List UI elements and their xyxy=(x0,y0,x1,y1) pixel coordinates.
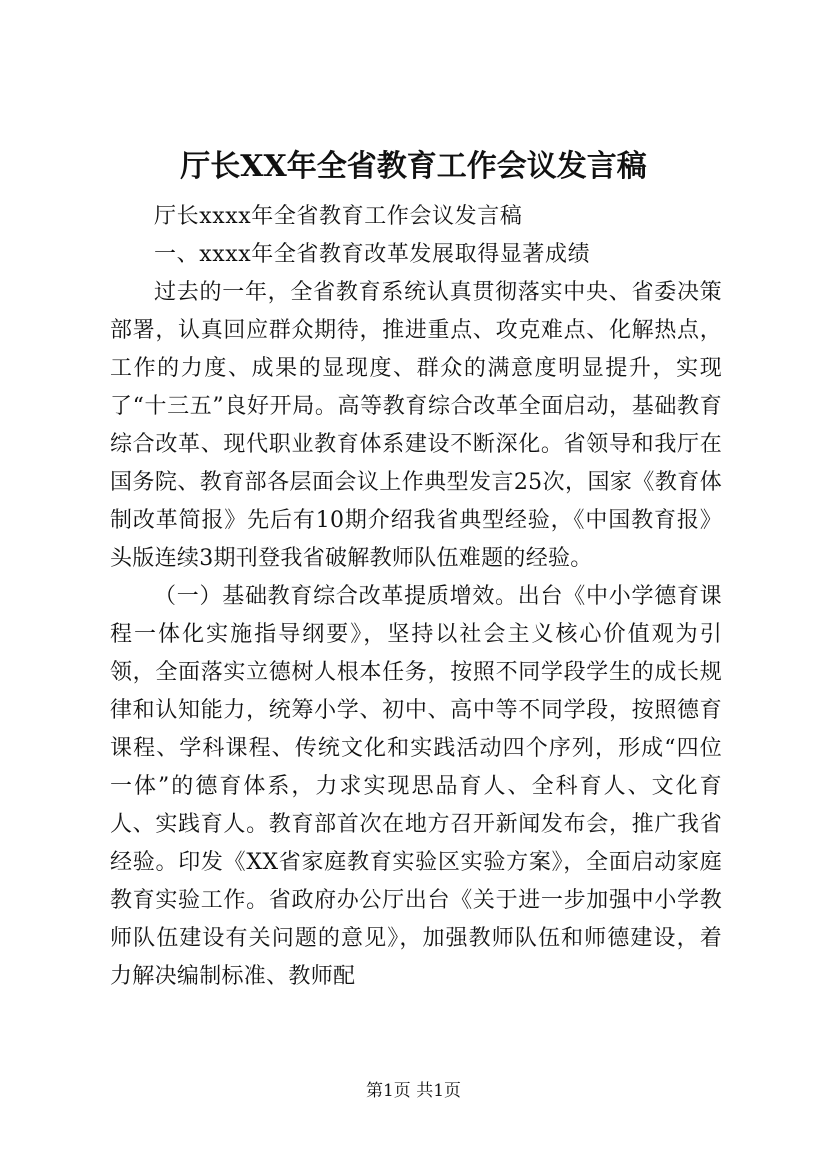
document-body xyxy=(110,198,722,996)
body-paragraph: （一）基础教育综合改革提质增效。出台《中小学德育课程一体化实施指导纲要》，坚持以社会主义核心价值观为引领，全面落实立德树人根本任务，按照不同学段学生的成长规律和认知能力，统筹小学、初中、高中等不同学段，按照德育课程、学科课程、传统文化和实践活动四个序列，形成“四位一体”的德育体系，力求实现思品育人、全科育人、文化育人、实践育人。教育部首次在地方召开新闻发布会，推广我省经验。印发《XX省家庭教育实验区实验方案》，全面启动家庭教育实验工作。省政府办公厅出台《关于进一步加强中小学教师队伍建设有关问题的意见》，加强教师队伍和师德建设，着力解决编制标准、教师配 xyxy=(110,584,722,989)
page-footer: 第1页 共1页 xyxy=(365,1081,462,1101)
document-subtitle: 厅长xxxx年全省教育工作会议发言稿 xyxy=(154,204,523,229)
body-paragraph: 过去的一年，全省教育系统认真贯彻落实中央、省委决策部署，认真回应群众期待，推进重点、攻克难点、化解热点，工作的力度、成果的显现度、群众的满意度明显提升，实现了“十三五”良好开局。高等教育综合改革全面启动，基础教育综合改革、现代职业教育体系建设不断深化。省领导和我厅在国务院、教育部各层面会议上作典型发言25次，国家《教育体制改革简报》先后有10期介绍我省典型经验，《中国教育报》头版连续3期刊登我省破解教师队伍难题的经验。 xyxy=(110,280,722,571)
section-heading: 一、xxxx年全省教育改革发展取得显著成绩 xyxy=(154,242,591,267)
page-title: 厅长XX年全省教育工作会议发言稿 xyxy=(180,149,647,184)
